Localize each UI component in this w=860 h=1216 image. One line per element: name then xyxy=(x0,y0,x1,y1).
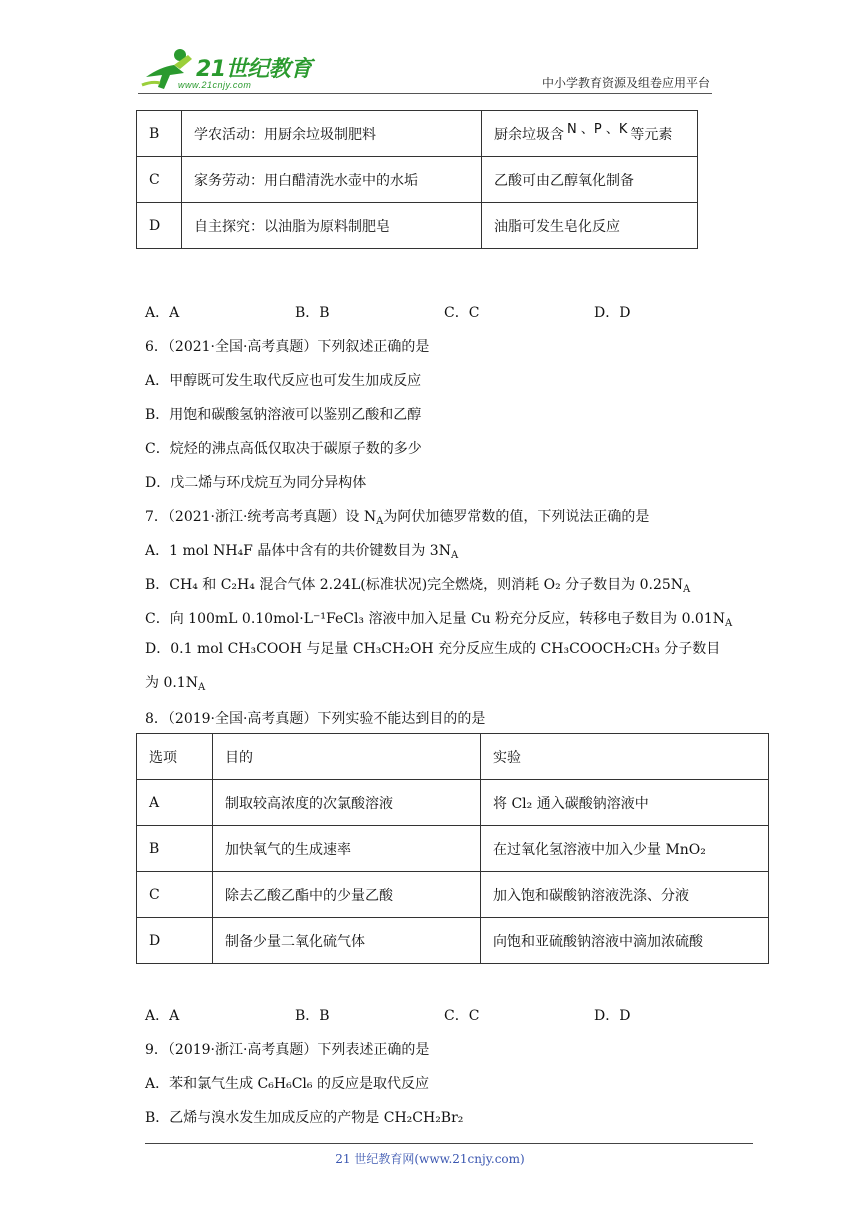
table-cell-knowledge: 油脂可发生皂化反应 xyxy=(482,203,698,249)
question-7-option-b[interactable]: B．CH₄ 和 C₂H₄ 混合气体 2.24L(标准状况)完全燃烧，则消耗 O₂ 分子数目为 $0.25N_A$ xyxy=(145,577,691,595)
question-7-option-c[interactable]: C．向 100mL 0.10mol·L⁻¹FeCl₃ 溶液中加入足量 Cu 粉充分反应，转移电子数目为 $0.01N_A$ xyxy=(145,611,733,629)
header-slogan: 中小学教育资源及组卷应用平台 xyxy=(541,76,710,90)
table-row xyxy=(137,157,698,203)
question-9-option-a[interactable]: A．苯和氯气生成 C₆H₆Cl₆ 的反应是取代反应 xyxy=(145,1076,429,1092)
table-row xyxy=(137,203,698,249)
knowledge-suffix: 等元素 xyxy=(630,126,673,143)
table-cell-goal: 制取较高浓度的次氯酸溶液 xyxy=(213,780,481,826)
question-9-option-b[interactable]: B．乙烯与溴水发生加成反应的产物是 CH₂CH₂Br₂ xyxy=(145,1110,464,1126)
knowledge-prefix: 厨余垃圾含 xyxy=(494,126,564,143)
table-cell-option: B xyxy=(137,111,182,157)
logo-text: 21世纪教育 xyxy=(196,57,312,82)
option-d[interactable]: D．D xyxy=(594,1008,631,1024)
table-cell-goal: 除去乙酸乙酯中的少量乙酸 xyxy=(213,872,481,918)
table-cell-option: C xyxy=(137,157,182,203)
table-cell-activity: 家务劳动：用白醋清洗水壶中的水垢 xyxy=(182,157,482,203)
table-row xyxy=(137,111,698,157)
question-7-option-d[interactable]: D．0.1 mol CH₃COOH 与足量 CH₃CH₂OH 充分反应生成的 CH₃COOCH₂CH₃ 分子数目为 $0.1N_A$ xyxy=(145,641,721,693)
option-c[interactable]: C．C xyxy=(444,305,480,321)
question-6-stem: 6．（2021·全国·高考真题）下列叙述正确的是 xyxy=(145,339,430,355)
option-d[interactable]: D．D xyxy=(594,305,631,321)
table-cell-goal: 制备少量二氧化硫气体 xyxy=(213,918,481,964)
option-b[interactable]: B．B xyxy=(295,305,330,321)
table-row xyxy=(137,918,769,964)
question-7-option-a[interactable]: A．1 mol NH₄F 晶体中含有的共价键数目为 $3N_A$ xyxy=(145,543,459,561)
stem-suffix: 为阿伏加德罗常数的值，下列说法正确的是 xyxy=(383,509,650,525)
footer-link[interactable]: 21 世纪教育网(www.21cnjy.com) xyxy=(335,1152,525,1166)
logo-url: www.21cnjy.com xyxy=(178,80,252,90)
question-7-stem xyxy=(145,506,649,526)
question-9-stem: 9．（2019·浙江·高考真题）下列表述正确的是 xyxy=(145,1042,430,1058)
table-cell-activity: 自主探究：以油脂为原料制肥皂 xyxy=(182,203,482,249)
option-c[interactable]: C．C xyxy=(444,1008,480,1024)
question-6-option-b[interactable]: B．用饱和碳酸氢钠溶液可以鉴别乙酸和乙醇 xyxy=(145,407,422,423)
option-a[interactable]: A．A xyxy=(145,305,180,321)
question-6-option-d[interactable]: D．戊二烯与环戊烷互为同分异构体 xyxy=(145,475,367,491)
header-divider xyxy=(138,93,712,94)
table-cell-experiment: 将 Cl₂ 通入碳酸钠溶液中 xyxy=(481,780,769,826)
table-header-experiment: 实验 xyxy=(481,734,769,780)
knowledge-elements: N 、P 、K xyxy=(567,121,628,137)
question-5-table xyxy=(136,110,698,249)
table-cell-activity: 学农活动：用厨余垃圾制肥料 xyxy=(182,111,482,157)
table-cell-experiment: 向饱和亚硫酸钠溶液中滴加浓硫酸 xyxy=(481,918,769,964)
footer-divider xyxy=(145,1143,753,1144)
table-cell-experiment: 在过氧化氢溶液中加入少量 MnO₂ xyxy=(481,826,769,872)
table-cell-knowledge xyxy=(482,111,698,157)
table-cell-option: A xyxy=(137,780,213,826)
table-header-goal: 目的 xyxy=(213,734,481,780)
table-cell-option: B xyxy=(137,826,213,872)
table-row xyxy=(137,872,769,918)
stem-prefix: 7．（2021·浙江·统考高考真题）设 N xyxy=(145,509,377,525)
table-header-row xyxy=(137,734,769,780)
table-cell-option: D xyxy=(137,918,213,964)
question-6-option-c[interactable]: C．烷烃的沸点高低仅取决于碳原子数的多少 xyxy=(145,441,422,457)
option-a[interactable]: A．A xyxy=(145,1008,180,1024)
table-row xyxy=(137,780,769,826)
stem-subscript: A xyxy=(376,516,384,527)
table-cell-option: D xyxy=(137,203,182,249)
table-cell-goal: 加快氧气的生成速率 xyxy=(213,826,481,872)
question-8-table xyxy=(136,733,769,964)
table-row xyxy=(137,826,769,872)
question-6-option-a[interactable]: A．甲醇既可发生取代反应也可发生加成反应 xyxy=(145,373,422,389)
table-cell-option: C xyxy=(137,872,213,918)
table-cell-experiment: 加入饱和碳酸钠溶液洗涤、分液 xyxy=(481,872,769,918)
table-header-option: 选项 xyxy=(137,734,213,780)
option-b[interactable]: B．B xyxy=(295,1008,330,1024)
table-cell-knowledge: 乙酸可由乙醇氧化制备 xyxy=(482,157,698,203)
question-8-stem: 8．（2019·全国·高考真题）下列实验不能达到目的的是 xyxy=(145,711,486,727)
